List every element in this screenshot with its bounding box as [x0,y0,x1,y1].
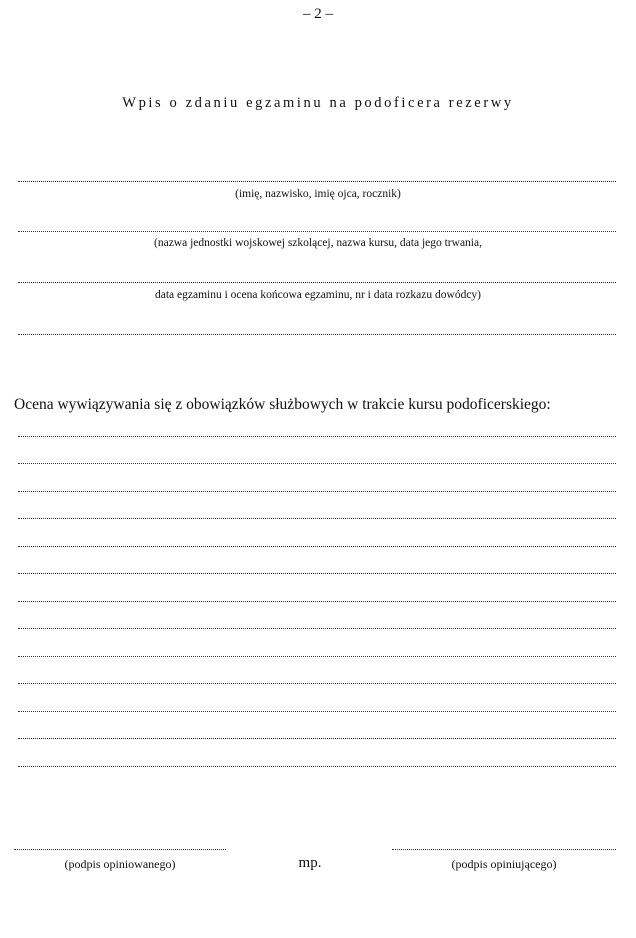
dotted-line-unit [18,231,616,232]
dotted-line-personal [18,181,616,182]
caption-unit: (nazwa jednostki wojskowej szkolącej, nazwa kursu, data jego trwania, [154,237,482,249]
assessment-line [18,463,616,464]
dotted-line-exam [18,282,616,283]
caption-exam: data egzaminu i ocena końcowa egzaminu, nr i data rozkazu dowódcy) [154,289,481,301]
signature-line-right [392,849,616,850]
assessment-line [18,738,616,739]
assessment-line [18,518,616,519]
assessment-line [18,766,616,767]
assessment-line [18,436,616,437]
assessment-line [18,573,616,574]
page-number: – 2 – [303,6,333,22]
stamp-label: mp. [298,855,322,871]
caption-personal: (imię, nazwisko, imię ojca, rocznik) [235,188,401,200]
document-title: Wpis o zdaniu egzaminu na podoficera rezerwy [122,95,514,111]
assessment-line [18,711,616,712]
signature-caption-right: (podpis opiniującego) [451,857,557,871]
dotted-line-extra [18,334,616,335]
assessment-line [18,601,616,602]
assessment-heading: Ocena wywiązywania się z obowiązków służbowych w trakcie kursu podoficerskiego: [14,396,551,413]
signature-line-left [14,849,226,850]
assessment-line [18,683,616,684]
assessment-line [18,546,616,547]
assessment-line [18,628,616,629]
assessment-line [18,491,616,492]
signature-caption-left: (podpis opiniowanego) [64,857,176,871]
assessment-line [18,656,616,657]
